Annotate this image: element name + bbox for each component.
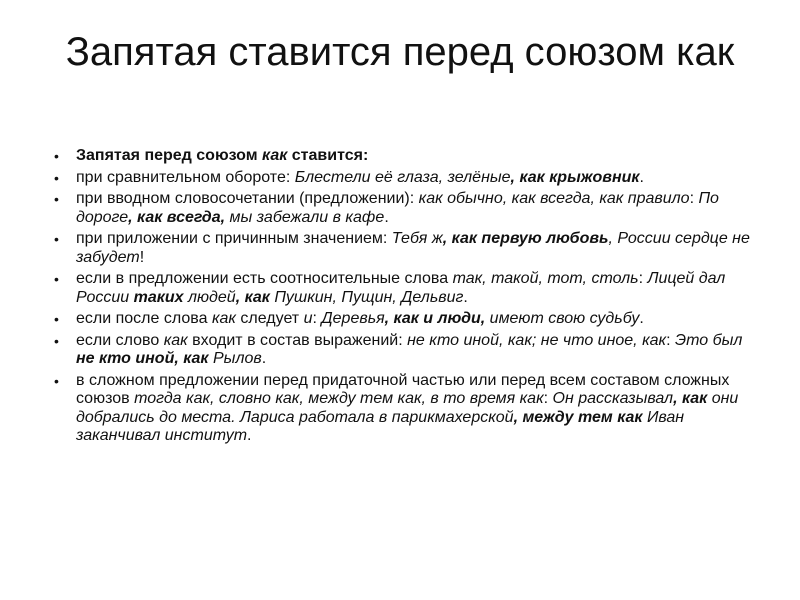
segment: как	[262, 147, 288, 164]
segment: Рылов	[208, 350, 262, 367]
rule-heading	[54, 147, 754, 166]
segment: Блестели её глаза, зелёные	[294, 168, 511, 186]
segment: Он рассказывал	[552, 390, 674, 407]
segment: ставится:	[287, 147, 369, 164]
segment: если после слова	[76, 310, 212, 327]
segment: :	[666, 331, 675, 349]
segment: если в предложении есть соотносительные слова	[76, 270, 453, 287]
rule-item-introductory	[54, 190, 754, 227]
rule-item-complex-sentence	[54, 372, 754, 446]
segment: .	[639, 168, 644, 186]
segment: , как	[673, 390, 708, 407]
segment: , как первую любовь	[442, 230, 609, 247]
segment: людей	[183, 288, 236, 306]
segment: как	[163, 331, 188, 349]
segment: , как всегда,	[128, 208, 226, 226]
segment: По дороге	[76, 190, 719, 226]
segment: при сравнительном обороте:	[76, 168, 295, 186]
segment: !	[139, 248, 145, 266]
segment: имеют свою судьбу	[485, 310, 640, 327]
segment: Деревья	[321, 310, 385, 327]
rule-list	[54, 147, 754, 449]
segment: .	[639, 310, 644, 327]
segment: :	[543, 390, 553, 407]
segment: мы забежали в кафе	[225, 208, 385, 226]
segment: входит в состав выражений:	[187, 331, 408, 349]
segment: и	[303, 310, 313, 327]
rule-item-kak-i	[54, 310, 754, 329]
segment: .	[247, 427, 252, 444]
segment: как обычно, как всегда, как правило	[418, 190, 690, 207]
rule-item-expressions	[54, 332, 754, 369]
segment: .	[261, 350, 267, 367]
segment: при приложении с причинным значением:	[76, 230, 392, 247]
segment: :	[312, 310, 322, 327]
segment: .	[463, 288, 468, 306]
segment: Это был	[674, 331, 743, 349]
segment: .	[384, 208, 389, 226]
slide-title: Запятая ставится перед союзом как	[65, 30, 735, 74]
segment: так, такой, тот, столь	[452, 270, 639, 287]
segment: таких	[133, 288, 184, 306]
segment: следует	[235, 310, 304, 327]
segment: Пушкин, Пущин, Дельвиг	[269, 288, 464, 306]
segment: , России сердце не забудет	[76, 230, 750, 266]
segment: Запятая перед союзом	[76, 147, 263, 164]
segment: в сложном предложении перед придаточной частью или перед всем составом сложных союзов	[76, 371, 730, 407]
rule-item-apposition	[54, 230, 754, 267]
segment: они добрались до места. Лариса работала в парикмахерской	[76, 390, 739, 426]
segment: , как крыжовник	[510, 168, 640, 186]
segment: Тебя ж	[391, 230, 443, 247]
segment: :	[638, 270, 648, 287]
segment: если слово	[76, 331, 164, 349]
segment: Иван заканчивал институт	[76, 408, 685, 444]
segment: как	[211, 310, 236, 327]
segment: при вводном словосочетании (предложении):	[76, 190, 419, 207]
rule-item-comparative	[54, 169, 754, 188]
segment: :	[689, 190, 699, 207]
segment: не кто иной, как; не что иное, как	[407, 331, 667, 349]
segment: , как и люди,	[384, 310, 486, 327]
segment: Лицей дал России	[76, 270, 726, 306]
segment: , между тем как	[513, 408, 643, 426]
segment: не кто иной, как	[76, 350, 209, 367]
segment: тогда как, словно как, между тем как, в то время как	[134, 390, 544, 407]
rule-item-correlative	[54, 270, 754, 307]
segment: , как	[235, 288, 270, 306]
